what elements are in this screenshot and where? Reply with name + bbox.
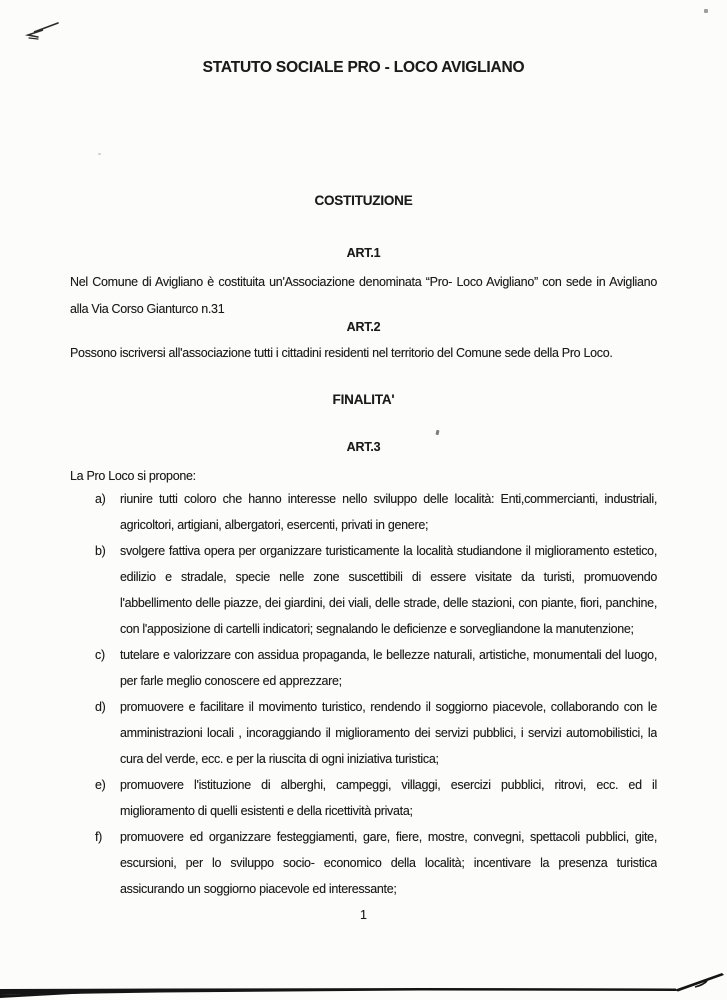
section-heading-finalita: FINALITA' [332,392,395,407]
page-number: 1 [360,908,367,922]
list-marker: b) [95,544,106,558]
list-line: agricoltori, artigiani, albergatori, esercenti, privati in genere; [120,518,429,532]
list-line: amministrazioni locali , incoraggiando il miglioramento dei servizi pubblici, i servizi automobilistici, la [120,726,657,740]
list-marker: e) [95,778,106,792]
scan-edge-artifact [0,968,727,1000]
list-line: escursioni, per lo sviluppo socio- economico della località; incentivare la presenza turistica [120,856,657,870]
paragraph-line: Nel Comune di Avigliano è costituita un'Associazione denominata “Pro- Loco Avigliano” con sede in Avigliano [70,275,657,289]
article-3-intro: La Pro Loco si propone: [70,469,196,483]
scan-speckle [98,153,101,155]
list-line: per farle meglio conoscere ed apprezzare; [120,674,342,688]
paragraph-line: alla Via Corso Gianturco n.31 [70,302,225,316]
list-marker: c) [95,648,105,662]
scan-speckle [704,9,708,13]
section-heading-costituzione: COSTITUZIONE [314,193,413,208]
list-marker: f) [95,830,103,844]
list-line: svolgere fattiva opera per organizzare turisticamente la località studiandone il miglioramento estetico, [120,544,657,558]
list-item-d [70,694,657,772]
list-line: l'abbellimento delle piazze, dei giardini, dei viali, delle strade, delle stazioni, con piante, fiori, panchine, [120,596,657,610]
article-2-text [70,341,657,366]
article-heading-art3: ART.3 [346,440,381,454]
list-marker: a) [95,492,106,506]
list-line: promuovere e facilitare il movimento turistico, rendendo il soggiorno piacevole, collaborando con le [120,700,657,714]
article-1-text [70,269,657,323]
list-line: edilizio e stradale, specie nelle zone suscettibili di essere visitate da turisti, promuovendo [120,570,657,584]
list-line: promuovere l'istituzione di alberghi, campeggi, villaggi, esercizi pubblici, ritrovi, ecc. ed il [120,778,657,792]
list-marker: d) [95,700,106,714]
list-item-b [70,538,657,642]
pen-scribble-mark [12,14,64,44]
list-line: con l'apposizione di cartelli indicatori; segnalando le deficienze e sorvegliandone la manutenzione; [120,622,634,636]
paragraph-line: Possono iscriversi all'associazione tutti i cittadini residenti nel territorio del Comune sede della Pro Loco. [70,346,613,360]
list-line: promuovere ed organizzare festeggiamenti, gare, fiere, mostre, convegni, spettacoli pubblici, gite, [120,830,657,844]
list-item-e [70,772,657,824]
list-line: assicurando un soggiorno piacevole ed interessante; [120,882,397,896]
list-item-f [70,824,657,902]
article-3-list [70,486,657,902]
list-line: tutelare e valorizzare con assidua propaganda, le bellezze naturali, artistiche, monumentali del luogo, [120,648,657,662]
list-item-c [70,642,657,694]
list-line: riunire tutti coloro che hanno interesse nello sviluppo delle località: Enti,commercianti, industriali, [120,492,657,506]
list-line: miglioramento di quelli esistenti e della ricettività privata; [120,804,413,818]
article-heading-art2: ART.2 [346,320,381,334]
scan-speckle [436,430,440,436]
list-item-a [70,486,657,538]
article-heading-art1: ART.1 [346,246,381,260]
document-title: STATUTO SOCIALE PRO - LOCO AVIGLIANO [202,59,525,76]
list-line: cura del verde, ecc. e per la riuscita di ogni iniziativa turistica; [120,752,439,766]
